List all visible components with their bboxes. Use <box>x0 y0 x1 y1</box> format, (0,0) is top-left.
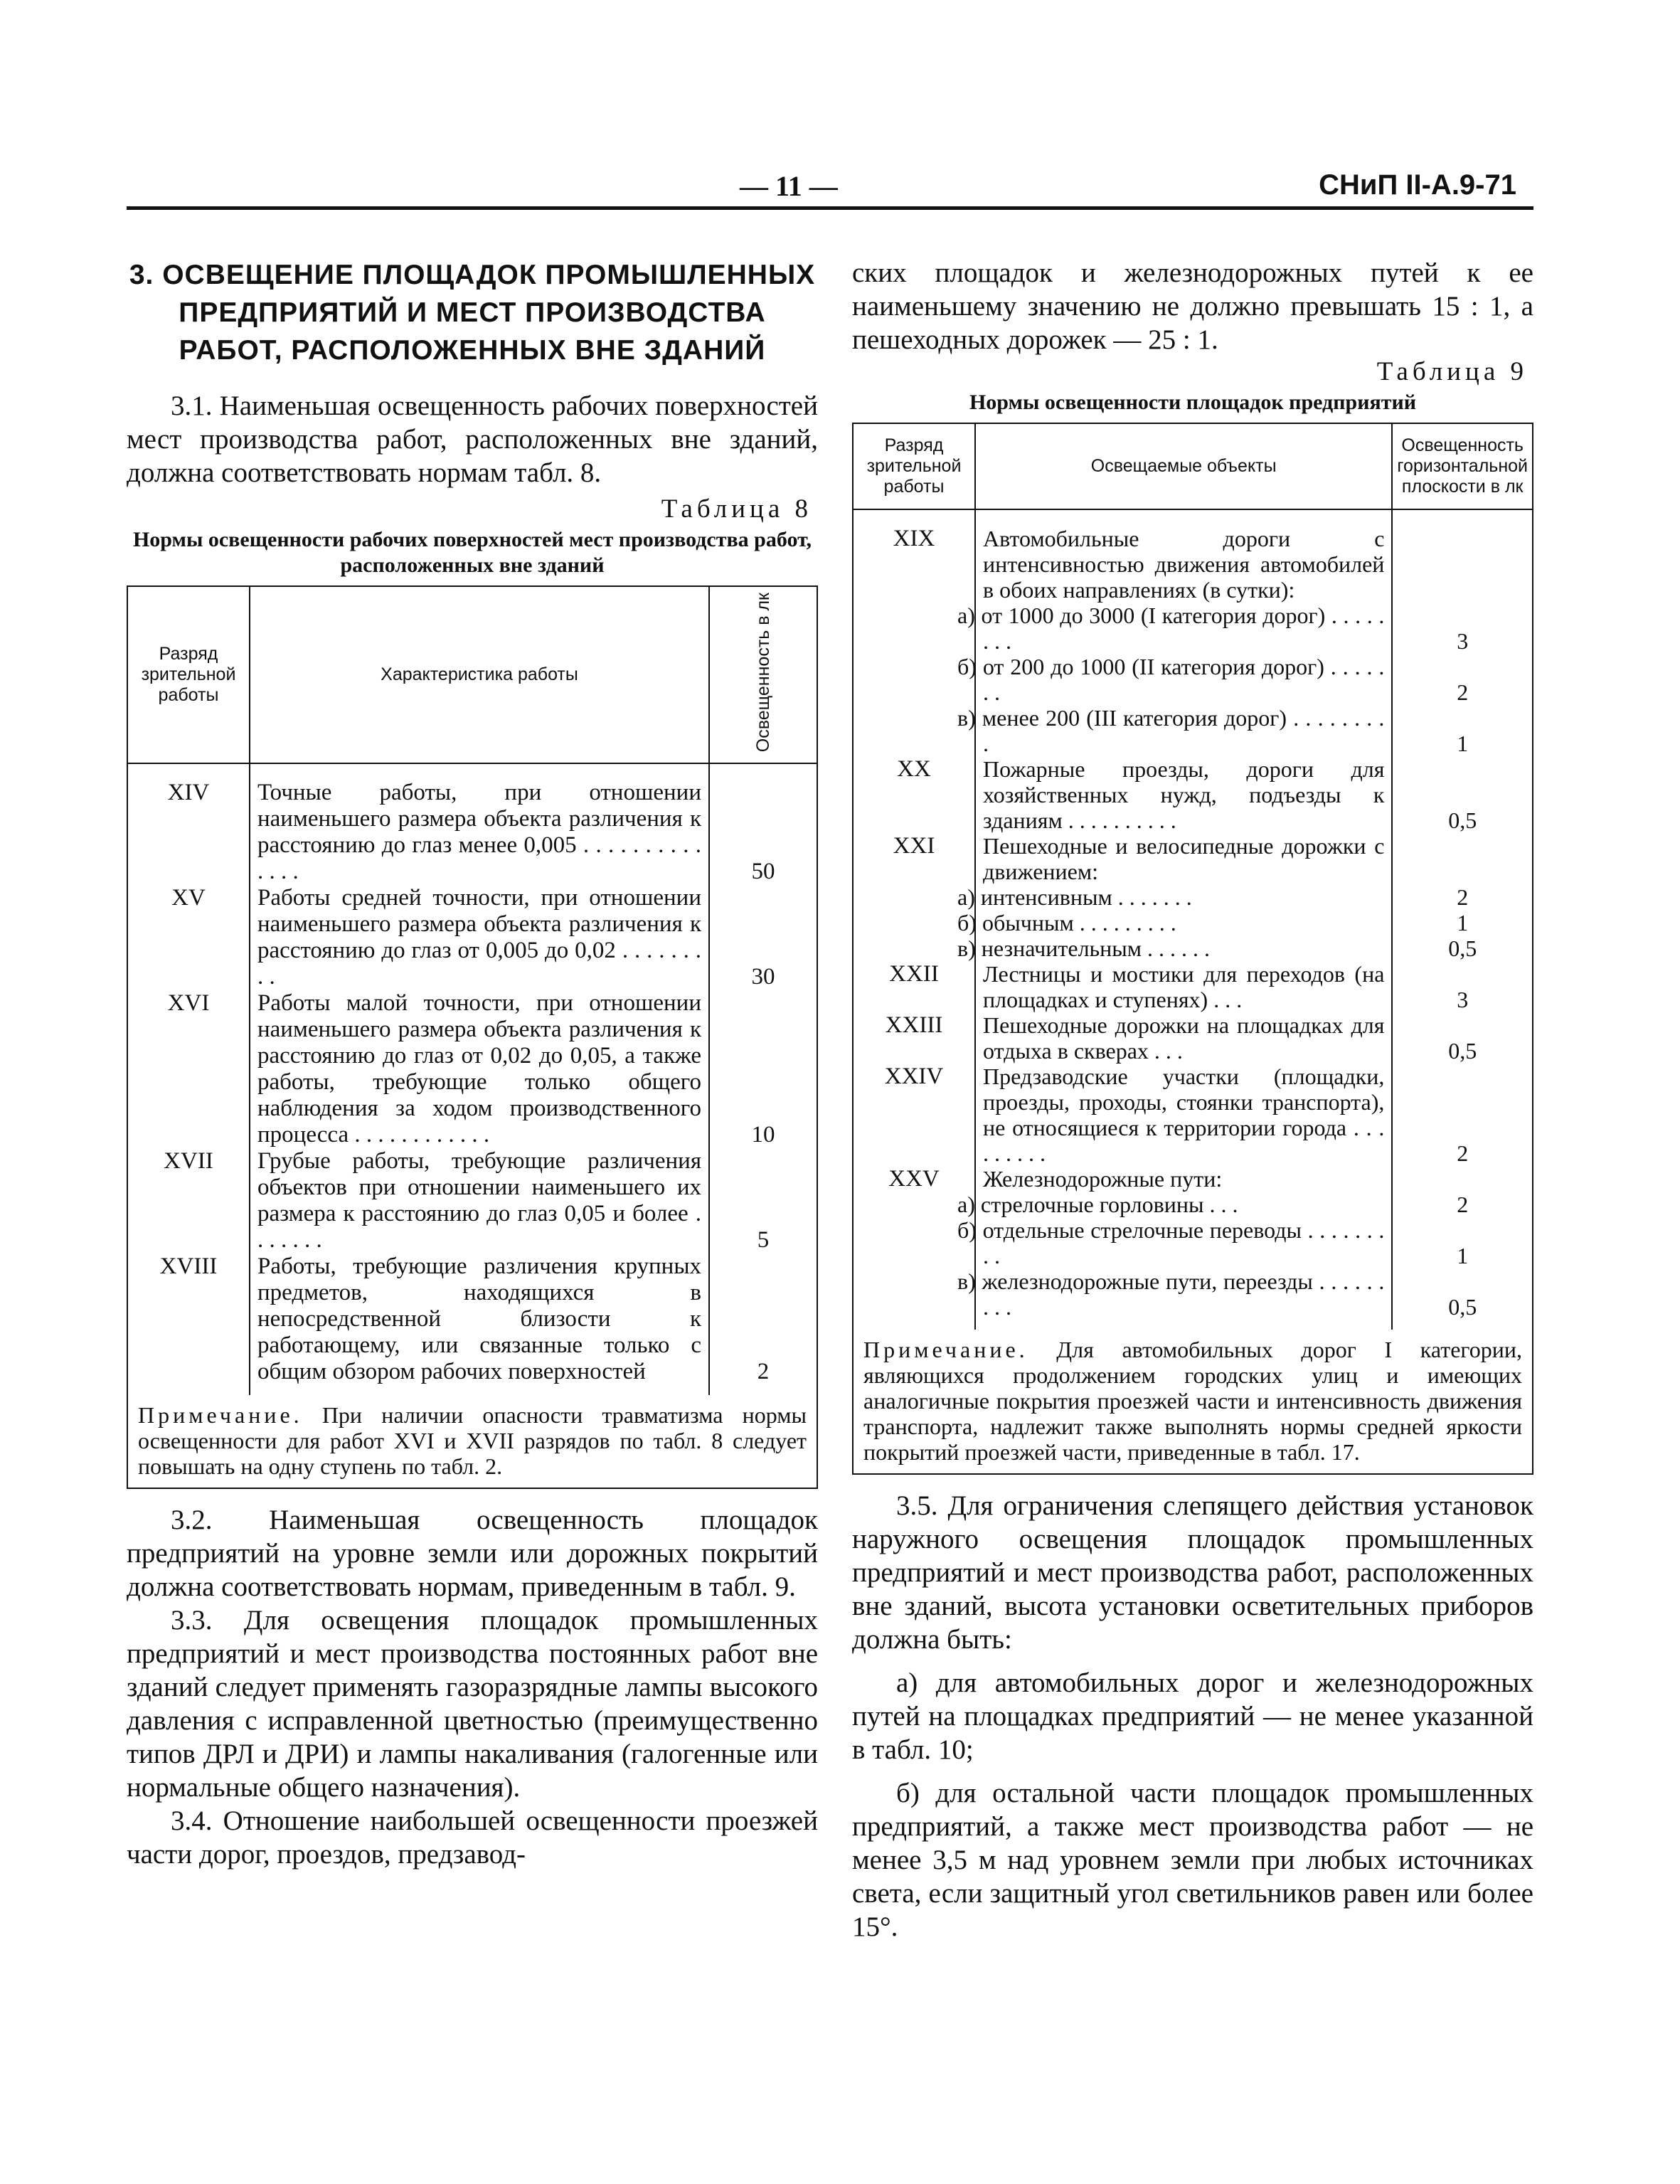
table8-header-value-text: Освещенность в лк <box>753 593 773 753</box>
table-row <box>853 1268 1533 1330</box>
paragraph-3-4 <box>127 1804 818 1871</box>
row-description: б) обычным . . . . . . . . . <box>975 910 1392 935</box>
paragraph-number: 3.1. <box>171 391 213 421</box>
row-description: Лестницы и мостики для переходов (на площадках и ступенях) . . . <box>975 961 1392 1012</box>
document-code: СНиП II-А.9-71 <box>1319 169 1516 201</box>
table8 <box>127 585 818 1395</box>
row-description: Работы малой точности, при отношении наименьшего размера объекта различения к расстоянию до глаз от 0,02 до 0,05, а также работы, требующие только общего наблюдения за ходом производственного процесса . . . . . . . . . . . . <box>250 990 709 1148</box>
table-row <box>127 1253 817 1395</box>
row-category: XVIII <box>127 1253 250 1395</box>
paragraph-text: Отношение наибольшей освещенности проезжей части дорог, проездов, предзавод- <box>127 1806 818 1870</box>
paragraph-number: 3.5. <box>896 1490 938 1521</box>
table8-label: Таблица 8 <box>661 494 812 524</box>
row-value: 2 <box>1392 884 1533 910</box>
table-row <box>853 1192 1533 1217</box>
row-category: XVI <box>127 990 250 1148</box>
row-category: XXV <box>853 1166 975 1192</box>
table-row <box>853 654 1533 705</box>
paragraph-3-3 <box>127 1603 818 1804</box>
header-rule <box>127 206 1533 210</box>
paragraph-3-2 <box>127 1503 818 1603</box>
row-value: 3 <box>1392 961 1533 1012</box>
row-description: Автомобильные дороги с интенсивностью движения автомобилей в обоих направлениях (в сутки): <box>975 509 1392 603</box>
row-value <box>1392 509 1533 603</box>
paragraph-text: Наименьшая освещенность площадок предприятий на уровне земли или дорожных покрытий должна соответствовать нормам, приведенным в табл. 9. <box>127 1505 818 1603</box>
row-description: Железнодорожные пути: <box>975 1166 1392 1192</box>
row-category: XIX <box>853 509 975 603</box>
row-description: б) от 200 до 1000 (II категория дорог) . . . . . . . <box>975 654 1392 705</box>
table-row <box>127 1148 817 1253</box>
row-value: 0,5 <box>1392 1012 1533 1064</box>
row-value: 0,5 <box>1392 756 1533 833</box>
row-description: Точные работы, при отношении наименьшего размера объекта различения к расстоянию до глаз менее 0,005 . . . . . . . . . . . . . . <box>250 763 709 885</box>
paragraph-text: Наименьшая освещенность рабочих поверхностей мест производства работ, расположенных вне зданий, должна соответствовать нормам табл. 8. <box>127 391 818 488</box>
section-title: 3. ОСВЕЩЕНИЕ ПЛОЩАДОК ПРОМЫШЛЕННЫХ ПРЕДПРИЯТИЙ И МЕСТ ПРОИЗВОДСТВА РАБОТ, РАСПОЛОЖЕННЫХ ВНЕ ЗДАНИЙ <box>129 260 816 366</box>
table-row <box>853 705 1533 756</box>
table9-header-category: Разряд зрительной работы <box>853 423 975 509</box>
row-description: Работы средней точности, при отношении наименьшего размера объекта различения к расстоянию до глаз от 0,005 до 0,02 . . . . . . . . . <box>250 885 709 990</box>
page-number: — 11 — <box>740 170 838 202</box>
row-value: 0,5 <box>1392 935 1533 961</box>
table-row <box>853 1166 1533 1192</box>
row-category: XIV <box>127 763 250 885</box>
table9-header-value: Освещенность горизонтальной плоскости в лк <box>1392 423 1533 509</box>
row-value: 1 <box>1392 705 1533 756</box>
row-category: XXIV <box>853 1064 975 1166</box>
table-row <box>127 990 817 1148</box>
row-category: XXII <box>853 961 975 1012</box>
row-value: 50 <box>709 763 817 885</box>
row-description: в) железнодорожные пути, переезды . . . . . . . . . <box>975 1268 1392 1330</box>
table-row <box>853 833 1533 884</box>
table-row <box>853 910 1533 935</box>
note-text: При наличии опасности травматизма нормы освещенности для работ XVI и XVII разрядов по табл. 8 следует повышать на одну ступень по табл. 2. <box>138 1402 807 1480</box>
row-description: Грубые работы, требующие различения объектов при отношении наименьшего их размера к расстоянию до глаз 0,05 и более . . . . . . . <box>250 1148 709 1253</box>
row-value <box>1392 833 1533 884</box>
row-value: 2 <box>709 1253 817 1395</box>
table-row <box>127 763 817 885</box>
row-description: в) незначительным . . . . . . <box>975 935 1392 961</box>
row-category: XVII <box>127 1148 250 1253</box>
table8-note <box>127 1395 818 1489</box>
row-value: 2 <box>1392 1064 1533 1166</box>
paragraph-number: 3.3. <box>171 1605 213 1636</box>
table-row <box>853 1064 1533 1166</box>
table-row <box>853 509 1533 603</box>
table9 <box>852 423 1533 1330</box>
row-category: XX <box>853 756 975 833</box>
note-label: Примечание. <box>138 1402 303 1428</box>
paragraph-text: Для ограничения слепящего действия установок наружного освещения площадок промышленных предприятий и мест производства работ, расположенных вне зданий, высота установки осветительных приборов должна быть: <box>852 1490 1534 1655</box>
row-category: XV <box>127 885 250 990</box>
row-description: б) отдельные стрелочные переводы . . . . . . . . . <box>975 1217 1392 1268</box>
table9-title: Нормы освещенности площадок предприятий <box>969 391 1417 414</box>
table9-label: Таблица 9 <box>1376 357 1528 386</box>
paragraph-text: Для освещения площадок промышленных предприятий и мест производства постоянных работ вне зданий следует применять газоразрядные лампы высокого давления с исправленной цветностью (преимущественно типов ДРЛ и ДРИ) и лампы накаливания (галогенные или нормальные общего назначения). <box>127 1605 819 1803</box>
row-description: а) интенсивным . . . . . . . <box>975 884 1392 910</box>
table-row <box>853 1012 1533 1064</box>
row-category: XXIII <box>853 1012 975 1064</box>
paragraph-3-5-a: а) для автомобильных дорог и железнодорожных путей на площадках предприятий — не менее указанной в табл. 10; <box>852 1668 1533 1765</box>
row-value: 0,5 <box>1392 1268 1533 1330</box>
row-description: в) менее 200 (III категория дорог) . . . . . . . . . <box>975 705 1392 756</box>
row-description: Пешеходные и велосипедные дорожки с движением: <box>975 833 1392 884</box>
paragraph-number: 3.4. <box>171 1806 213 1837</box>
paragraph-3-5 <box>852 1489 1533 1656</box>
table-row <box>853 961 1533 1012</box>
row-description: Пожарные проезды, дороги для хозяйственных нужд, подъезды к зданиям . . . . . . . . . . <box>975 756 1392 833</box>
right-column <box>852 256 1533 1944</box>
table-row <box>853 756 1533 833</box>
paragraph-3-1 <box>127 389 818 489</box>
row-description: а) от 1000 до 3000 (I категория дорог) . . . . . . . . <box>975 603 1392 654</box>
row-value: 3 <box>1392 603 1533 654</box>
note-label: Примечание. <box>863 1337 1028 1362</box>
table8-header-value <box>709 586 817 763</box>
paragraph-3-5-b: б) для остальной части площадок промышленных предприятий, а также мест производства работ — не менее 3,5 м над уровнем земли при любых источниках света, если защитный угол светильников равен или более 15°. <box>852 1778 1533 1942</box>
paragraph-3-4-continued: ских площадок и железнодорожных путей к ее наименьшему значению не должно превышать 15 : 1, а пешеходных дорожек — 25 : 1. <box>852 258 1533 355</box>
row-value: 2 <box>1392 654 1533 705</box>
table-row <box>853 935 1533 961</box>
table-row <box>853 884 1533 910</box>
row-description: Пешеходные дорожки на площадках для отдыха в скверах . . . <box>975 1012 1392 1064</box>
table8-header-description: Характеристика работы <box>250 586 709 763</box>
row-value <box>1392 1166 1533 1192</box>
table9-header-description: Освещаемые объекты <box>975 423 1392 509</box>
row-category: XXI <box>853 833 975 884</box>
table-row <box>127 885 817 990</box>
table8-title: Нормы освещенности рабочих поверхностей мест производства работ, расположенных вне зданий <box>132 528 812 577</box>
table8-header-category: Разряд зрительной работы <box>127 586 250 763</box>
note-text: Для автомобильных дорог I категории, являющихся продолжением городских улиц и имеющих аналогичные покрытия проезжей части и интенсивность движения транспорта, надлежит также выполнять нормы средней яркости покрытий проезжей части, приведенные в табл. 17. <box>863 1337 1523 1465</box>
row-value: 1 <box>1392 910 1533 935</box>
row-description: Предзаводские участки (площадки, проезды, проходы, стоянки транспорта), не относящиеся к территории города . . . . . . . . . <box>975 1064 1392 1166</box>
left-column <box>127 256 818 1871</box>
row-description: Работы, требующие различения крупных предметов, находящихся в непосредственной близости к работающему, или связанные только с общим обзором рабочих поверхностей <box>250 1253 709 1395</box>
row-value: 30 <box>709 885 817 990</box>
row-value: 5 <box>709 1148 817 1253</box>
row-description: а) стрелочные горловины . . . <box>975 1192 1392 1217</box>
table-row <box>853 603 1533 654</box>
row-value: 10 <box>709 990 817 1148</box>
row-value: 1 <box>1392 1217 1533 1268</box>
paragraph-number: 3.2. <box>171 1505 213 1536</box>
table9-note <box>852 1330 1533 1475</box>
table-row <box>853 1217 1533 1268</box>
row-value: 2 <box>1392 1192 1533 1217</box>
